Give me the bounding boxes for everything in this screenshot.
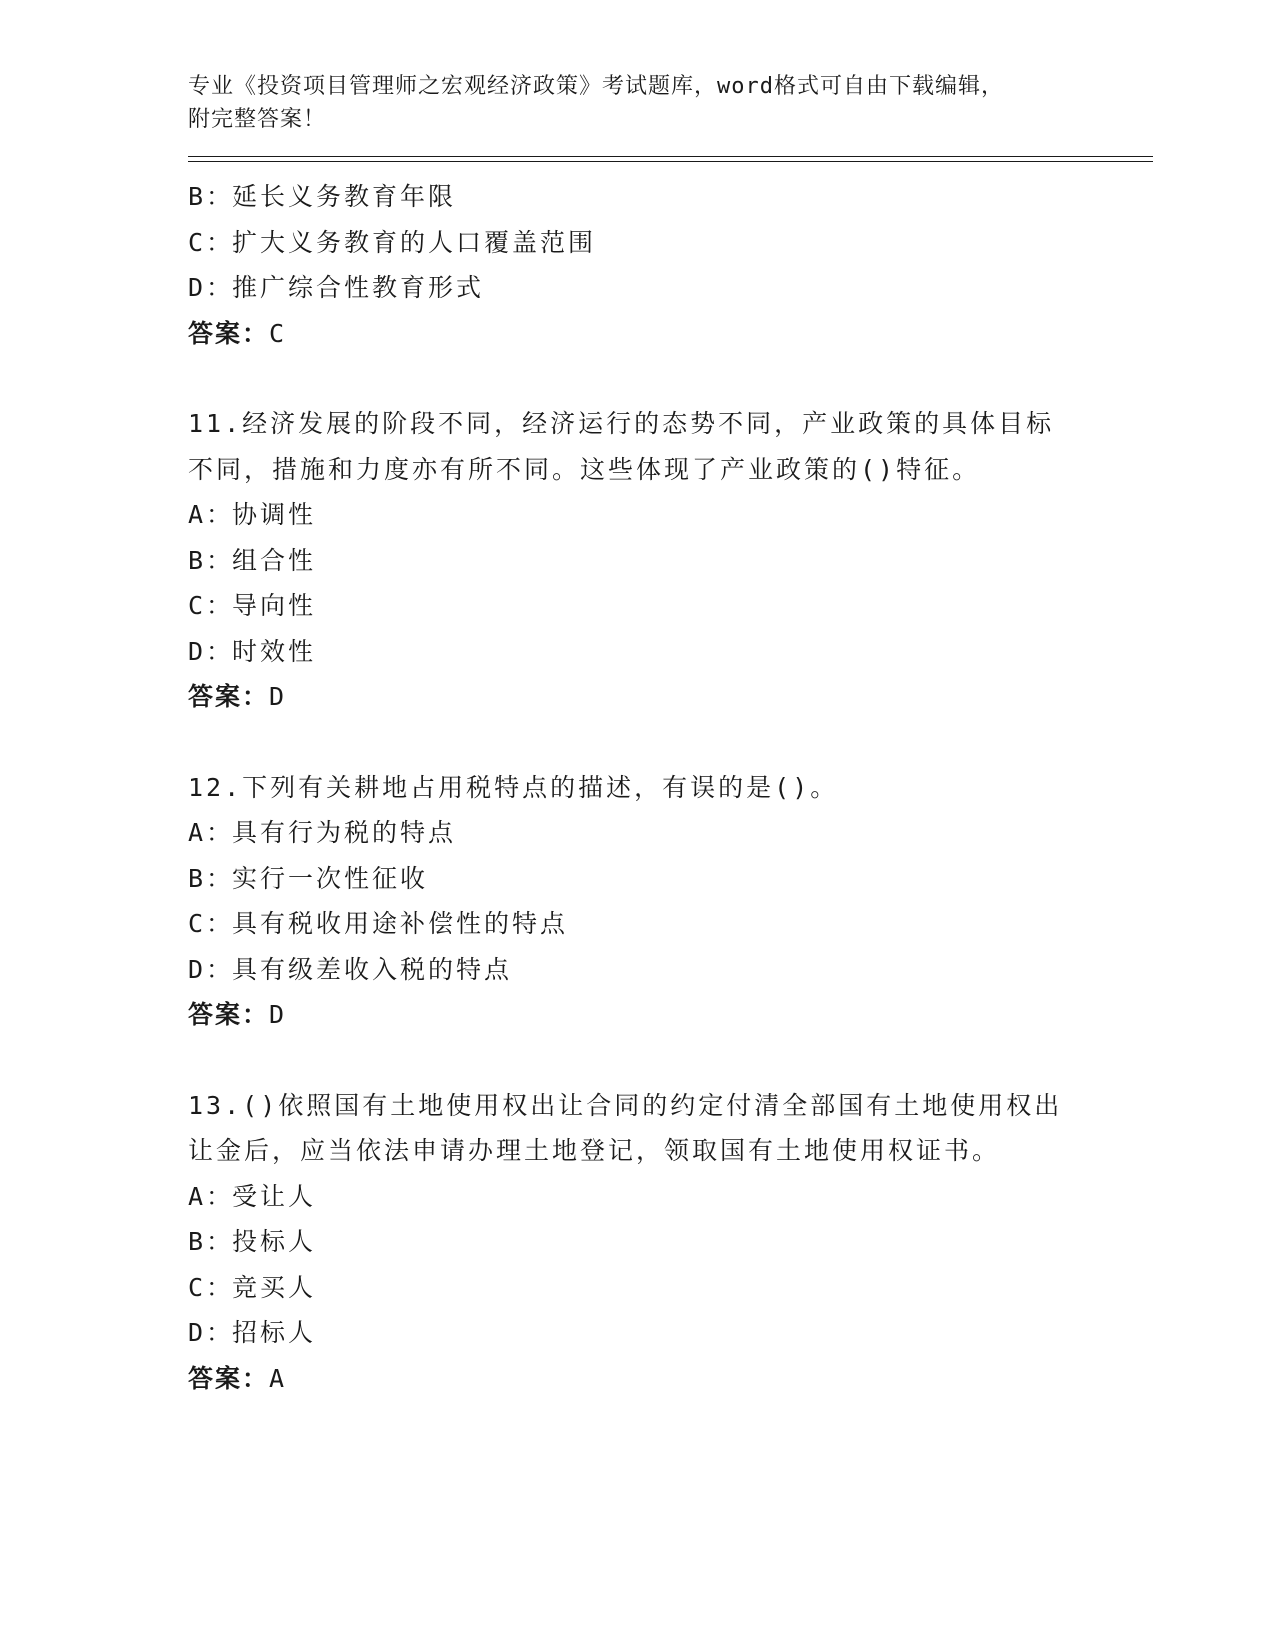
answer-value: D (269, 1000, 287, 1029)
option-d (188, 629, 1153, 675)
option-a (188, 492, 1153, 538)
option-label: B： (188, 863, 235, 893)
question-13 (188, 1083, 1153, 1402)
option-text: 组合性 (232, 545, 317, 575)
option-c (188, 901, 1153, 947)
option-text: 推广综合性教育形式 (232, 273, 485, 302)
option-label: D： (188, 273, 235, 302)
option-label: D： (188, 954, 235, 984)
question-stem-line: 让金后，应当依法申请办理土地登记，领取国有土地使用权证书。 (188, 1136, 1001, 1165)
option-text: 导向性 (232, 591, 317, 620)
option-text: 具有级差收入税的特点 (232, 954, 513, 984)
answer-value: A (269, 1363, 287, 1393)
question-stem-line: 不同，措施和力度亦有所不同。这些体现了产业政策的()特征。 (188, 454, 981, 484)
question-list (188, 174, 1153, 1401)
option-c (188, 1265, 1153, 1311)
option-b (188, 538, 1153, 584)
answer-line (188, 674, 1153, 720)
answer-label: 答案： (188, 682, 270, 711)
option-label: B： (188, 545, 235, 575)
option-label: B： (188, 182, 235, 211)
option-b (188, 1219, 1153, 1265)
option-label: A： (188, 1181, 235, 1211)
option-b (188, 174, 1153, 220)
answer-value: C (269, 318, 287, 348)
answer-line (188, 1356, 1153, 1402)
option-a (188, 1174, 1153, 1220)
header-line-1: 专业《投资项目管理师之宏观经济政策》考试题库，word格式可自由下载编辑， (188, 74, 1004, 99)
question-11 (188, 401, 1153, 720)
answer-line (188, 992, 1153, 1038)
option-label: D： (188, 1318, 235, 1347)
question-stem-line: 13.()依照国有土地使用权出让合同的约定付清全部国有土地使用权出 (188, 1090, 1063, 1120)
option-text: 协调性 (232, 500, 317, 529)
option-label: C： (188, 591, 235, 620)
option-text: 实行一次性征收 (232, 863, 429, 893)
answer-value: D (269, 682, 287, 711)
option-text: 受让人 (232, 1181, 317, 1211)
answer-label: 答案： (188, 1000, 270, 1029)
question-stem-line: 11.经济发展的阶段不同，经济运行的态势不同，产业政策的具体目标 (188, 409, 1055, 438)
option-label: C： (188, 909, 235, 938)
option-d (188, 265, 1153, 311)
answer-label: 答案： (188, 1363, 270, 1393)
option-b (188, 856, 1153, 902)
option-text: 竞买人 (232, 1272, 317, 1302)
question-12 (188, 765, 1153, 1038)
option-c (188, 220, 1153, 266)
option-label: D： (188, 636, 235, 666)
option-text: 投标人 (232, 1227, 317, 1256)
document-page (188, 70, 1153, 1401)
option-label: A： (188, 500, 235, 529)
question-stem-line: 12.下列有关耕地占用税特点的描述，有误的是()。 (188, 772, 839, 802)
option-d (188, 1310, 1153, 1356)
option-text: 具有税收用途补偿性的特点 (232, 909, 569, 938)
option-label: B： (188, 1227, 235, 1256)
option-text: 时效性 (232, 636, 317, 666)
answer-label: 答案： (188, 318, 270, 348)
option-a (188, 810, 1153, 856)
option-label: A： (188, 818, 235, 847)
option-text: 延长义务教育年限 (232, 182, 457, 211)
question-10-continued (188, 174, 1153, 356)
option-text: 具有行为税的特点 (232, 818, 457, 847)
option-label: C： (188, 1272, 235, 1302)
option-c (188, 583, 1153, 629)
option-text: 招标人 (232, 1318, 317, 1347)
option-text: 扩大义务教育的人口覆盖范围 (232, 227, 597, 257)
header-divider (188, 156, 1153, 162)
option-label: C： (188, 227, 235, 257)
header-line-2: 附完整答案！ (188, 107, 327, 132)
answer-line (188, 311, 1153, 357)
option-d (188, 947, 1153, 993)
